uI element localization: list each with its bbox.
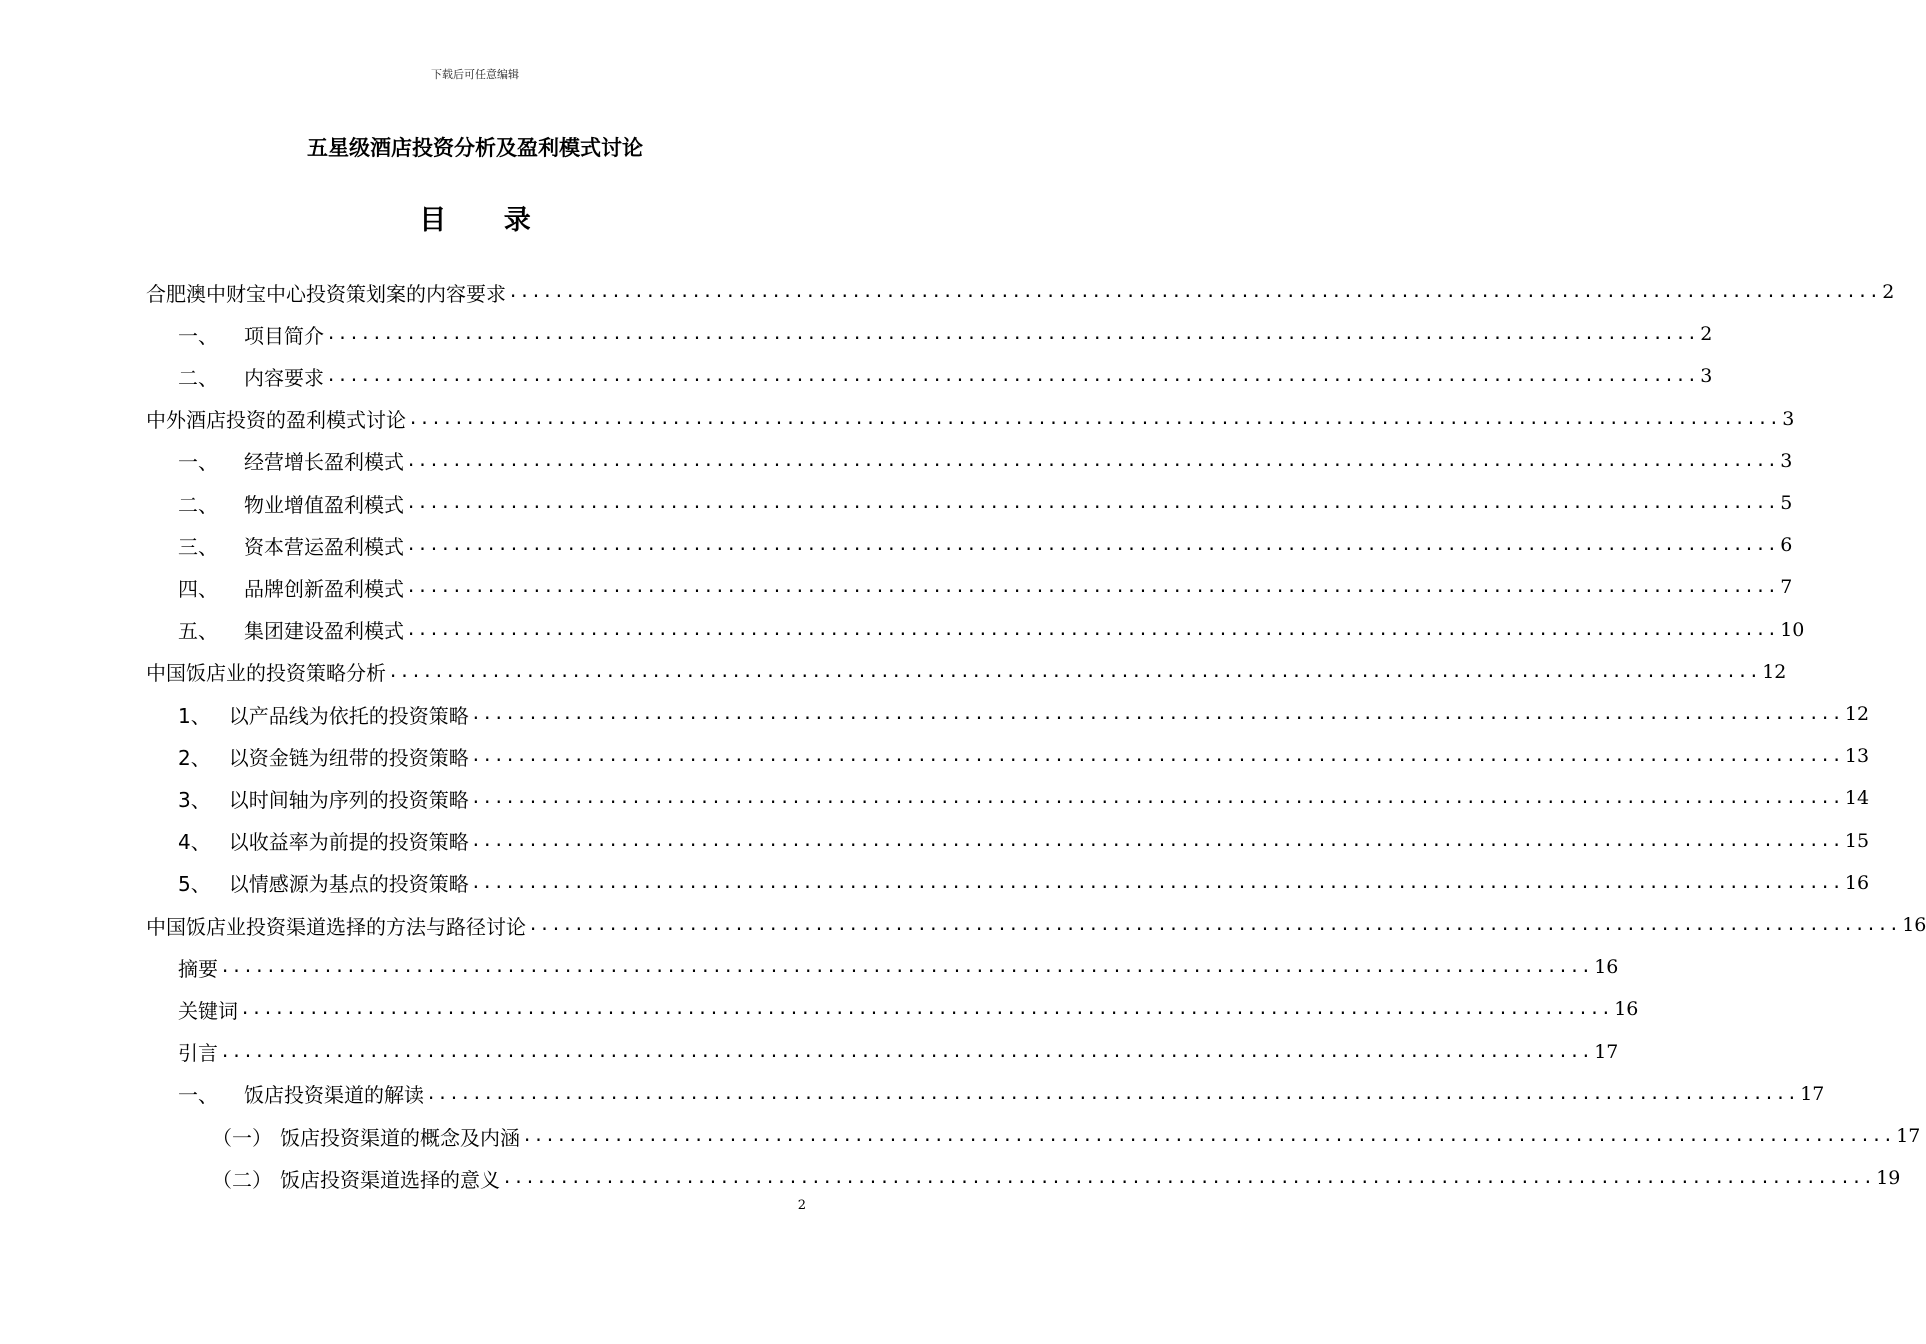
- toc-entry-number: 一、: [178, 450, 218, 475]
- toc-leader-dots: ........................................................................................................................: [408, 408, 1781, 429]
- toc-entry[interactable]: [178, 778, 1870, 818]
- toc-entry-page: 3: [1780, 449, 1793, 472]
- toc-leader-dots: ........................................................................................................................: [470, 788, 1843, 809]
- toc-entry-page: 15: [1844, 829, 1870, 852]
- toc-entry[interactable]: [178, 525, 1793, 565]
- toc-entry[interactable]: [178, 1032, 1619, 1072]
- toc-leader-dots: ........................................................................................................................: [406, 493, 1779, 513]
- toc-entry-page: 19: [1876, 1167, 1901, 1190]
- toc-entry-page: 10: [1780, 618, 1805, 641]
- toc-leader-dots: ........................................................................................................................: [522, 1126, 1895, 1146]
- toc-leader-dots: ........................................................................................................................: [406, 619, 1779, 640]
- toc-entry[interactable]: [178, 356, 1713, 396]
- toc-leader-dots: ........................................................................................................................: [470, 704, 1843, 724]
- toc-entry[interactable]: [178, 821, 1870, 861]
- toc-entry-number: 一、: [178, 1083, 218, 1108]
- toc-entry-label: 品牌创新盈利模式: [244, 576, 404, 601]
- toc-entry[interactable]: [146, 399, 1795, 439]
- toc-entry-label: 关键词: [178, 998, 238, 1023]
- toc-leader-dots: ........................................................................................................................: [470, 872, 1843, 893]
- toc-entry-page: 5: [1780, 492, 1793, 514]
- toc-entry-number: 一、: [178, 323, 218, 348]
- toc-entry[interactable]: [178, 314, 1713, 354]
- toc-leader-dots: ........................................................................................................................: [470, 746, 1843, 767]
- toc-entry-page: 17: [1896, 1125, 1921, 1147]
- toc-entry[interactable]: [178, 567, 1793, 607]
- toc-entry-label: 项目简介: [244, 323, 324, 348]
- toc-leader-dots: ........................................................................................................................: [388, 661, 1761, 682]
- toc-entry-label: 合肥澳中财宝中心投资策划案的内容要求: [146, 281, 506, 306]
- toc-entry-label: 经营增长盈利模式: [244, 450, 404, 475]
- toc-entry-label: 中外酒店投资的盈利模式讨论: [146, 408, 406, 433]
- toc-entry-number: 四、: [178, 576, 218, 601]
- toc-entry[interactable]: [178, 610, 1805, 650]
- toc-entry[interactable]: [212, 1116, 1921, 1156]
- toc-leader-dots: ........................................................................................................................: [470, 830, 1843, 851]
- toc-entry-page: 16: [1902, 914, 1926, 936]
- toc-entry-label: 饭店投资渠道的概念及内涵: [280, 1125, 520, 1150]
- document-title: 五星级酒店投资分析及盈利模式讨论: [307, 136, 643, 160]
- toc-entry[interactable]: [178, 483, 1793, 523]
- toc-entry-page: 16: [1594, 956, 1619, 979]
- toc-entry-number: 五、: [178, 619, 218, 644]
- toc-leader-dots: ........................................................................................................................: [240, 999, 1613, 1020]
- toc-entry[interactable]: [146, 652, 1787, 692]
- toc-entry[interactable]: [178, 989, 1639, 1029]
- toc-entry-number: 2、: [178, 745, 211, 770]
- toc-leader-dots: ........................................................................................................................: [326, 366, 1699, 387]
- toc-entry[interactable]: [178, 947, 1619, 987]
- toc-entry-number: 1、: [178, 703, 211, 728]
- toc-entry-page: 7: [1780, 576, 1793, 599]
- toc-entry-page: 3: [1700, 365, 1713, 388]
- toc-entry[interactable]: [178, 863, 1870, 903]
- toc-entry-label: 中国饭店业投资渠道选择的方法与路径讨论: [146, 914, 526, 939]
- toc-entry-page: 12: [1844, 703, 1870, 725]
- toc-entry[interactable]: [178, 441, 1793, 481]
- toc-entry-label: 中国饭店业的投资策略分析: [146, 661, 386, 686]
- toc-entry[interactable]: [212, 1158, 1901, 1198]
- toc-entry-page: 17: [1800, 1082, 1825, 1105]
- toc-entry-page: 16: [1614, 998, 1639, 1021]
- toc-entry-label: 以产品线为依托的投资策略: [228, 703, 469, 728]
- toc-entry-label: 集团建设盈利模式: [244, 619, 404, 644]
- toc-entry-page: 3: [1782, 407, 1795, 430]
- toc-leader-dots: ........................................................................................................................: [406, 450, 1779, 471]
- toc-entry[interactable]: [178, 694, 1870, 734]
- toc-leader-dots: ........................................................................................................................: [426, 1083, 1799, 1104]
- toc-entry-number: （二）: [212, 1167, 272, 1192]
- toc-heading: 目 录: [419, 205, 555, 236]
- toc-entry-number: 3、: [178, 787, 211, 812]
- toc-entry-number: 5、: [178, 872, 211, 897]
- toc-entry-label: 资本营运盈利模式: [244, 534, 404, 559]
- toc-entry-label: 以资金链为纽带的投资策略: [228, 745, 469, 770]
- toc-entry-number: 二、: [178, 365, 218, 390]
- toc-entry-label: 物业增值盈利模式: [244, 492, 404, 517]
- toc-entry-number: 二、: [178, 492, 218, 517]
- toc-entry-number: 4、: [178, 830, 211, 855]
- toc-leader-dots: ........................................................................................................................: [502, 1168, 1875, 1189]
- toc-entry-page: 14: [1844, 787, 1870, 810]
- toc-entry-page: 16: [1844, 871, 1870, 894]
- toc-entry[interactable]: [178, 1074, 1825, 1114]
- toc-entry-page: 2: [1700, 323, 1713, 346]
- toc-entry-label: 摘要: [178, 956, 218, 981]
- toc-entry-page: 12: [1762, 660, 1787, 683]
- toc-entry-page: 6: [1780, 534, 1793, 557]
- toc-entry-label: 引言: [178, 1041, 218, 1066]
- toc-entry-page: 13: [1844, 745, 1870, 768]
- toc-entry-number: 三、: [178, 534, 218, 559]
- toc-entry-number: （一）: [212, 1125, 272, 1150]
- toc-leader-dots: ........................................................................................................................: [528, 915, 1901, 935]
- toc-leader-dots: ........................................................................................................................: [220, 957, 1593, 978]
- page-header: 下载后可任意编辑: [431, 68, 519, 81]
- toc-entry[interactable]: [146, 905, 1926, 945]
- toc-entry-label: 以时间轴为序列的投资策略: [228, 787, 469, 812]
- toc-entry-label: 饭店投资渠道的解读: [244, 1083, 424, 1108]
- toc-entry-page: 17: [1594, 1040, 1619, 1063]
- toc-leader-dots: ........................................................................................................................: [326, 324, 1699, 345]
- page-number: 2: [797, 1198, 806, 1213]
- toc-leader-dots: ........................................................................................................................: [220, 1041, 1593, 1062]
- toc-leader-dots: ........................................................................................................................: [406, 577, 1779, 598]
- toc-entry-label: 以收益率为前提的投资策略: [228, 830, 469, 855]
- toc-entry-label: 以情感源为基点的投资策略: [228, 872, 469, 897]
- toc-entry-label: 饭店投资渠道选择的意义: [280, 1167, 500, 1192]
- toc-leader-dots: ........................................................................................................................: [508, 282, 1881, 302]
- toc-entry[interactable]: [178, 736, 1870, 776]
- toc-entry[interactable]: [146, 272, 1895, 312]
- toc-entry-page: 2: [1882, 281, 1895, 303]
- toc-entry-label: 内容要求: [244, 365, 324, 390]
- toc-leader-dots: ........................................................................................................................: [406, 535, 1779, 556]
